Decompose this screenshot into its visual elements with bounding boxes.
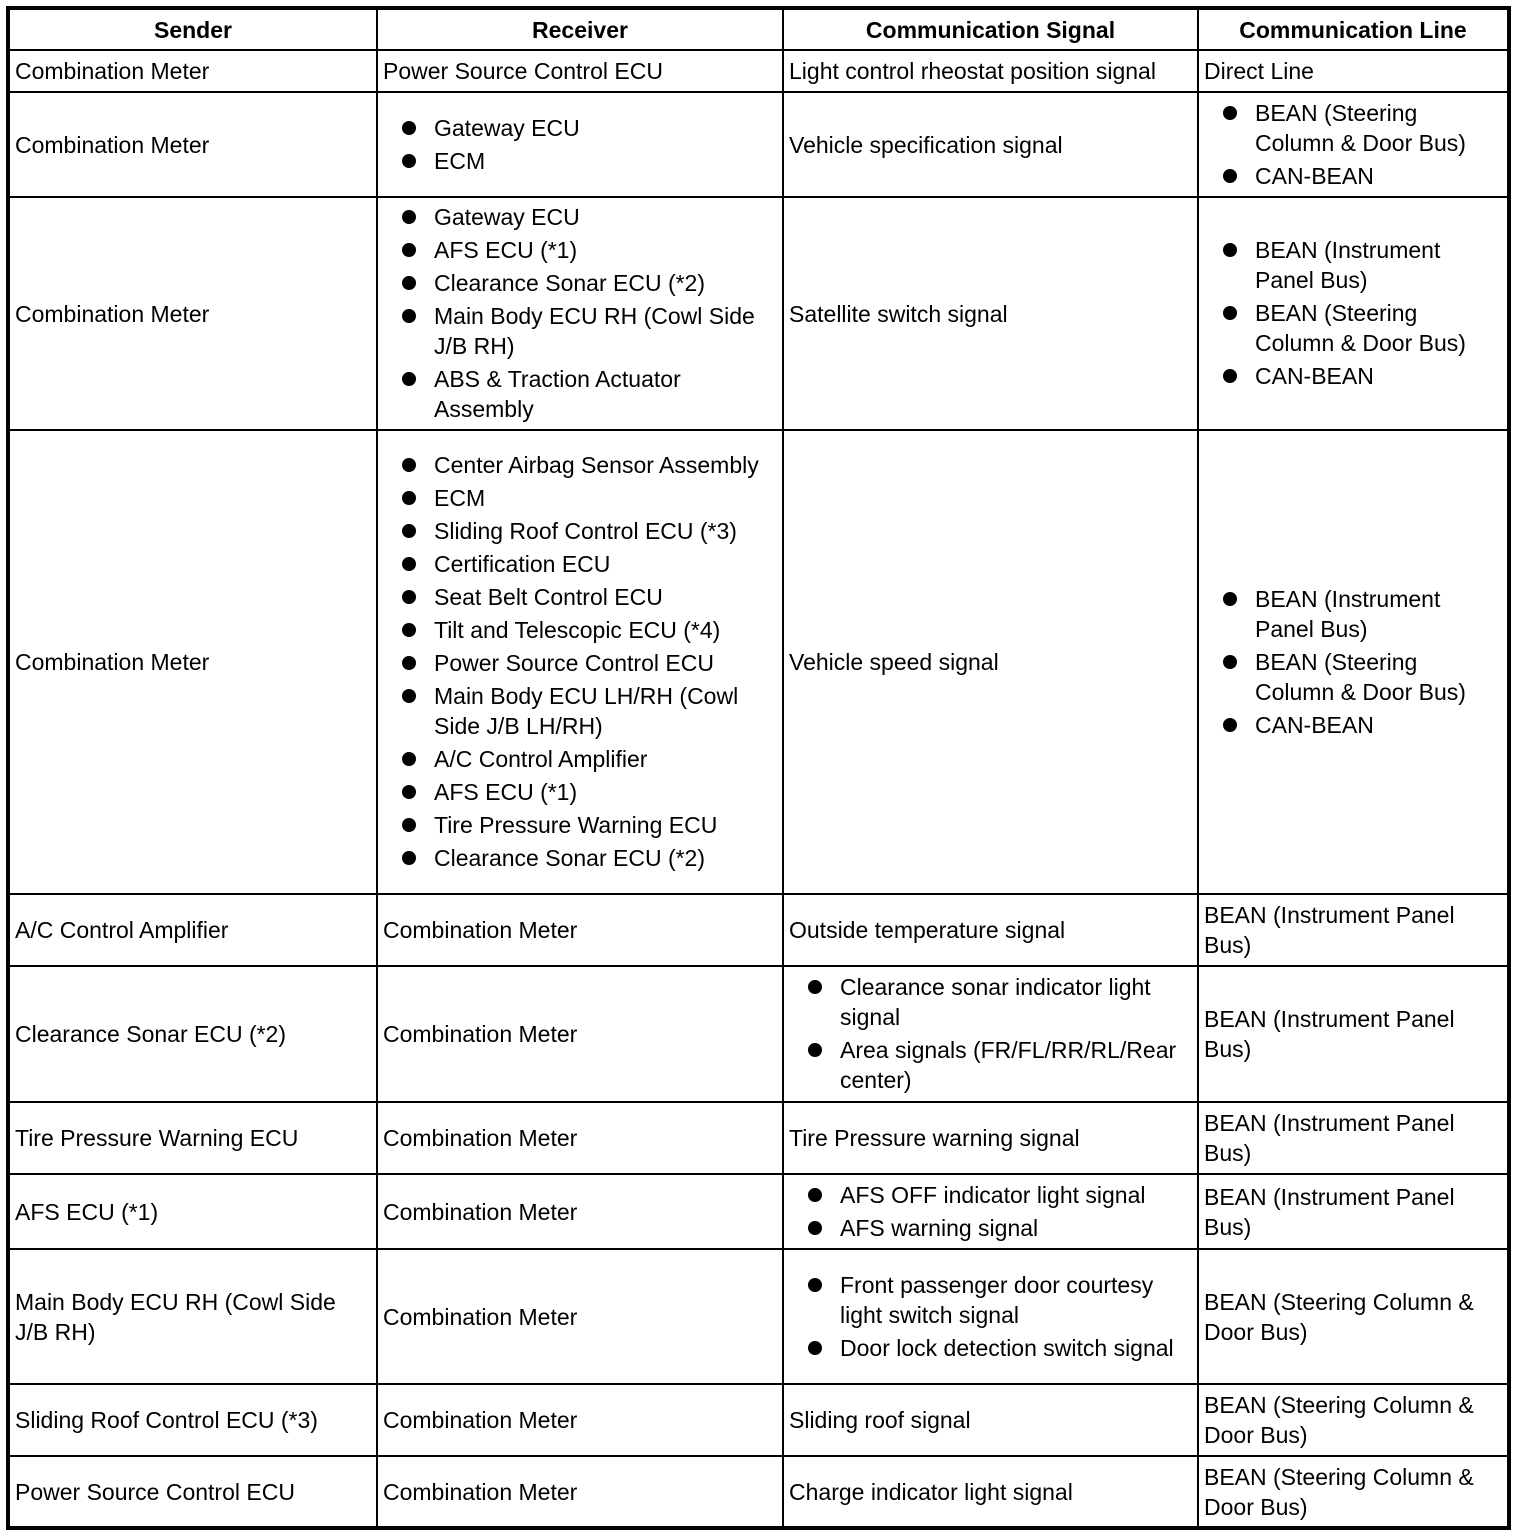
receiver-list [383,113,777,176]
signal-list [789,1180,1192,1243]
list-item-text: Tilt and Telescopic ECU (*4) [434,617,721,643]
bullet-icon [808,1221,822,1235]
cell-receiver: Combination Meter [377,1456,783,1528]
cell-signal: Satellite switch signal [783,197,1198,430]
list-item-text: Clearance Sonar ECU (*2) [434,270,706,296]
table-body [8,50,1509,1528]
bullet-icon [402,458,416,472]
cell-signal: Vehicle specification signal [783,92,1198,197]
list-item-text: Gateway ECU [434,114,580,141]
table-row [8,1384,1509,1456]
cell-receiver [377,430,783,894]
header-communication-signal: Communication Signal [783,8,1198,50]
bullet-icon [1223,243,1237,257]
list-item [789,1333,1192,1363]
list-item-text: BEAN (Steering Column & Door Bus) [1255,300,1466,356]
bullet-icon [808,1341,822,1355]
list-item [789,1035,1192,1095]
list-item [383,810,777,840]
table-row [8,197,1509,430]
list-item [383,582,777,612]
table-row [8,430,1509,894]
list-item [1204,361,1502,391]
cell-sender: Clearance Sonar ECU (*2) [8,966,377,1102]
cell-line: BEAN (Instrument Panel Bus) [1198,1102,1509,1174]
communication-table [6,6,1511,1530]
list-item-text: Tire Pressure Warning ECU [434,812,718,838]
list-item [383,202,777,232]
list-item-text: Power Source Control ECU [434,650,714,676]
bullet-icon [402,656,416,670]
list-item [383,301,777,361]
list-item [383,483,777,513]
signal-list [789,1270,1192,1363]
cell-signal: Outside temperature signal [783,894,1198,966]
bullet-icon [402,276,416,290]
list-item-text: Sliding Roof Control ECU (*3) [434,518,737,544]
cell-signal: Charge indicator light signal [783,1456,1198,1528]
list-item-text: CAN-BEAN [1255,162,1374,189]
bullet-icon [1223,718,1237,732]
list-item [383,549,777,579]
bullet-icon [402,372,416,386]
signal-list [789,972,1192,1095]
cell-sender: A/C Control Amplifier [8,894,377,966]
cell-signal: Light control rheostat position signal [783,50,1198,92]
bullet-icon [1223,592,1237,606]
cell-sender: Combination Meter [8,430,377,894]
list-item-text: AFS ECU (*1) [434,237,578,263]
list-item [383,843,777,873]
list-item [383,235,777,265]
bullet-icon [402,689,416,703]
list-item-text: ECM [434,147,486,174]
list-item [383,681,777,741]
list-item-text: AFS ECU (*1) [434,779,578,805]
list-item [383,615,777,645]
list-item-text: Door lock detection switch signal [840,1334,1174,1361]
list-item [383,268,777,298]
list-item [1204,98,1502,158]
list-item [1204,710,1502,740]
cell-receiver [377,92,783,197]
cell-line: Direct Line [1198,50,1509,92]
line-list [1204,584,1502,740]
communication-table-wrapper [6,6,1511,1530]
list-item [1204,161,1502,191]
list-item [383,648,777,678]
list-item [1204,584,1502,644]
list-item-text: CAN-BEAN [1255,363,1374,389]
cell-signal: Tire Pressure warning signal [783,1102,1198,1174]
cell-sender: Tire Pressure Warning ECU [8,1102,377,1174]
header-sender: Sender [8,8,377,50]
cell-receiver [377,197,783,430]
bullet-icon [402,590,416,604]
cell-line [1198,197,1509,430]
list-item [1204,298,1502,358]
cell-line [1198,92,1509,197]
list-item [789,972,1192,1032]
bullet-icon [402,623,416,637]
list-item [383,744,777,774]
bullet-icon [1223,306,1237,320]
bullet-icon [808,1278,822,1292]
cell-line: BEAN (Instrument Panel Bus) [1198,1174,1509,1249]
cell-sender: AFS ECU (*1) [8,1174,377,1249]
cell-line: BEAN (Steering Column & Door Bus) [1198,1249,1509,1384]
cell-signal: Sliding roof signal [783,1384,1198,1456]
cell-sender: Sliding Roof Control ECU (*3) [8,1384,377,1456]
bullet-icon [402,309,416,323]
bullet-icon [402,210,416,224]
list-item [383,516,777,546]
list-item-text: Front passenger door courtesy light switch signal [840,1271,1154,1328]
cell-signal [783,966,1198,1102]
list-item-text: Center Airbag Sensor Assembly [434,452,759,478]
list-item-text: AFS warning signal [840,1214,1039,1241]
cell-line: BEAN (Instrument Panel Bus) [1198,966,1509,1102]
list-item [383,146,777,176]
list-item-text: BEAN (Instrument Panel Bus) [1255,585,1441,642]
list-item [383,450,777,480]
list-item-text: ABS & Traction Actuator Assembly [434,366,681,422]
bullet-icon [402,752,416,766]
list-item-text: Main Body ECU RH (Cowl Side J/B RH) [434,303,755,359]
bullet-icon [1223,655,1237,669]
list-item-text: Certification ECU [434,551,611,577]
cell-line [1198,430,1509,894]
bullet-icon [808,1188,822,1202]
table-row [8,1249,1509,1384]
list-item [383,364,777,424]
cell-sender: Main Body ECU RH (Cowl Side J/B RH) [8,1249,377,1384]
cell-receiver: Combination Meter [377,1249,783,1384]
list-item-text: A/C Control Amplifier [434,746,648,772]
cell-sender: Combination Meter [8,50,377,92]
list-item-text: BEAN (Steering Column & Door Bus) [1255,99,1466,156]
table-row [8,1102,1509,1174]
list-item-text: Seat Belt Control ECU [434,584,663,610]
cell-receiver: Power Source Control ECU [377,50,783,92]
bullet-icon [402,785,416,799]
bullet-icon [1223,169,1237,183]
table-row [8,1174,1509,1249]
list-item [789,1213,1192,1243]
cell-line: BEAN (Instrument Panel Bus) [1198,894,1509,966]
list-item-text: CAN-BEAN [1255,711,1374,738]
header-receiver: Receiver [377,8,783,50]
list-item [1204,647,1502,707]
header-row [8,8,1509,50]
list-item [383,777,777,807]
cell-signal [783,1174,1198,1249]
cell-signal [783,1249,1198,1384]
bullet-icon [808,980,822,994]
list-item-text: Area signals (FR/FL/RR/RL/Rear center) [840,1037,1177,1093]
list-item-text: AFS OFF indicator light signal [840,1181,1146,1208]
bullet-icon [402,243,416,257]
list-item [1204,235,1502,295]
bullet-icon [402,818,416,832]
list-item-text: Clearance sonar indicator light signal [840,974,1151,1030]
list-item [383,113,777,143]
table-row [8,966,1509,1102]
line-list [1204,235,1502,391]
cell-line: BEAN (Steering Column & Door Bus) [1198,1456,1509,1528]
bullet-icon [402,557,416,571]
list-item-text: Clearance Sonar ECU (*2) [434,845,706,871]
header-communication-line: Communication Line [1198,8,1509,50]
cell-sender: Power Source Control ECU [8,1456,377,1528]
table-row [8,50,1509,92]
cell-receiver: Combination Meter [377,1102,783,1174]
bullet-icon [402,524,416,538]
cell-receiver: Combination Meter [377,894,783,966]
bullet-icon [402,154,416,168]
list-item [789,1270,1192,1330]
receiver-list [383,450,777,873]
bullet-icon [1223,106,1237,120]
cell-sender: Combination Meter [8,92,377,197]
list-item-text: Main Body ECU LH/RH (Cowl Side J/B LH/RH) [434,683,739,739]
list-item-text: Gateway ECU [434,204,580,230]
list-item-text: BEAN (Steering Column & Door Bus) [1255,648,1466,705]
table-row [8,92,1509,197]
bullet-icon [402,121,416,135]
table-row [8,894,1509,966]
cell-receiver: Combination Meter [377,966,783,1102]
cell-signal: Vehicle speed signal [783,430,1198,894]
cell-receiver: Combination Meter [377,1174,783,1249]
bullet-icon [808,1043,822,1057]
list-item-text: BEAN (Instrument Panel Bus) [1255,237,1441,293]
list-item-text: ECM [434,485,486,511]
bullet-icon [402,491,416,505]
table-row [8,1456,1509,1528]
cell-receiver: Combination Meter [377,1384,783,1456]
cell-line: BEAN (Steering Column & Door Bus) [1198,1384,1509,1456]
bullet-icon [1223,369,1237,383]
bullet-icon [402,851,416,865]
receiver-list [383,202,777,424]
cell-sender: Combination Meter [8,197,377,430]
list-item [789,1180,1192,1210]
line-list [1204,98,1502,191]
